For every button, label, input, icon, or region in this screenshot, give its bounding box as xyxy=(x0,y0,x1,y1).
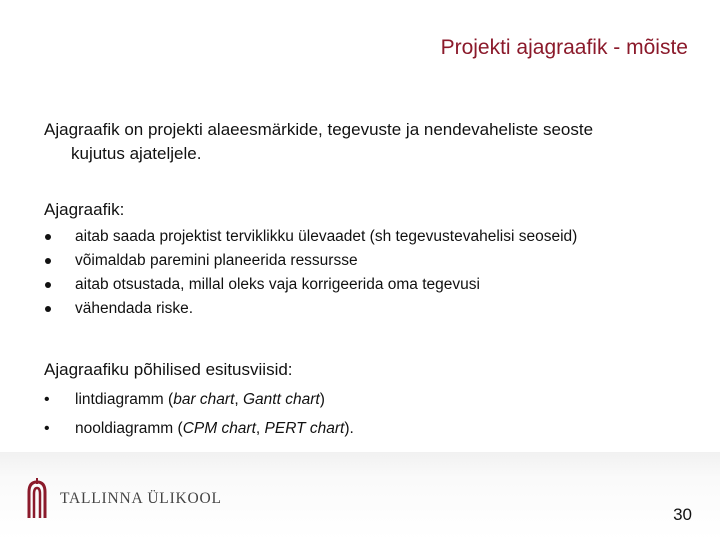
section-1-heading: Ajagraafik: xyxy=(44,200,125,219)
list-item xyxy=(44,298,577,322)
list-item xyxy=(44,226,577,250)
section-1-list xyxy=(44,226,577,322)
bullet-dot-icon xyxy=(45,234,51,240)
list-item xyxy=(44,274,577,298)
definition-line-2: kujutus ajateljele. xyxy=(71,144,202,163)
page-number: 30 xyxy=(673,505,692,524)
bullet-icon: • xyxy=(44,391,50,408)
section-2-heading: Ajagraafiku põhilised esitusviisid: xyxy=(44,360,293,379)
slide-title: Projekti ajagraafik - mõiste xyxy=(440,36,688,59)
bullet-dot-icon xyxy=(45,306,51,312)
bullet-dot-icon xyxy=(45,258,51,264)
list-item-term: bar chart xyxy=(173,391,235,408)
definition-paragraph xyxy=(44,118,694,166)
list-item-text-start: nooldiagramm ( xyxy=(75,420,183,437)
list-item xyxy=(44,389,354,418)
university-logo-icon xyxy=(26,478,48,518)
list-item-term: Gantt chart xyxy=(243,391,320,408)
university-logo-text: TALLINNA ÜLIKOOL xyxy=(60,490,222,507)
list-item xyxy=(44,250,577,274)
list-item-separator: , xyxy=(255,420,265,437)
list-item-text: aitab otsustada, millal oleks vaja korrigeerida oma tegevusi xyxy=(75,276,480,293)
section-2-list xyxy=(44,389,354,447)
list-item-text: aitab saada projektist terviklikku ülevaadet (sh tegevustevahelisi seoseid) xyxy=(75,228,578,245)
list-item-text-end: ). xyxy=(344,420,354,437)
list-item xyxy=(44,418,354,447)
list-item-text: võimaldab paremini planeerida ressursse xyxy=(75,252,358,269)
list-item-term: CPM chart xyxy=(182,420,256,437)
list-item-text: vähendada riske. xyxy=(75,300,194,317)
list-item-text-start: lintdiagramm ( xyxy=(75,391,174,408)
list-item-separator: , xyxy=(234,391,243,408)
definition-line-1: Ajagraafik on projekti alaeesmärkide, tegevuste ja nendevaheliste seoste xyxy=(44,120,594,139)
bullet-icon: • xyxy=(44,420,50,437)
bullet-dot-icon xyxy=(45,282,51,288)
list-item-text-end: ) xyxy=(319,391,325,408)
list-item-term: PERT chart xyxy=(264,420,345,437)
